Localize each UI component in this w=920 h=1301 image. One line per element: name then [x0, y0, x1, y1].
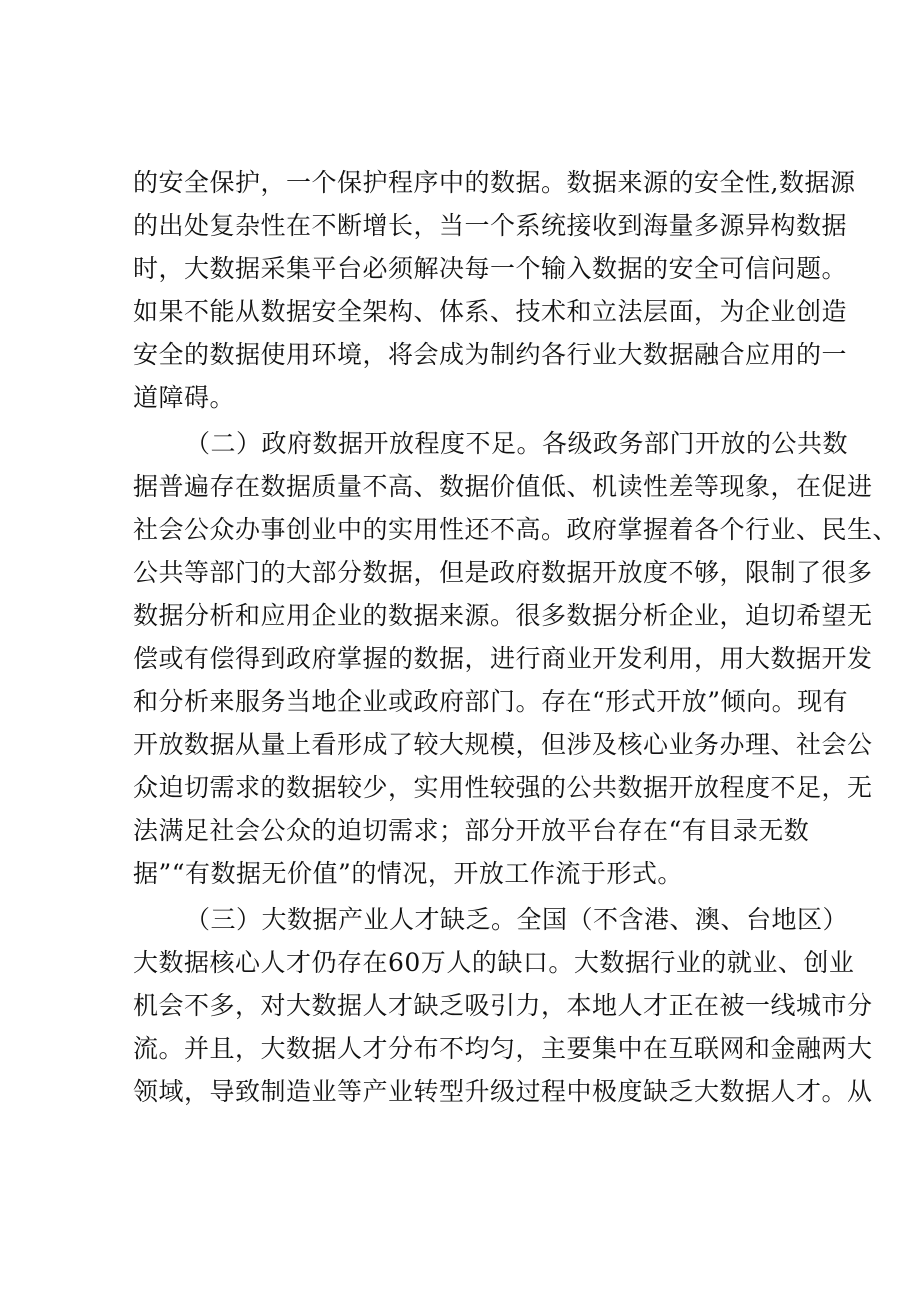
paragraph-1-line-5: 安全的数据使用环境，将会成为制约各行业大数据融合应用的一	[133, 340, 848, 369]
paragraph-3-line-1: （三）大数据产业人才缺乏。全国（不含港、澳、台地区）	[185, 905, 849, 934]
paragraph-1-line-1: 的安全保护，一个保护程序中的数据。数据来源的安全性,数据源	[133, 168, 856, 197]
paragraph-2-line-1: （二）政府数据开放程度不足。各级政务部门开放的公共数	[185, 429, 849, 458]
paragraph-3-line-3: 机会不多，对大数据人才缺乏吸引力，本地人才正在被一线城市分	[133, 991, 873, 1020]
paragraph-2-line-5: 数据分析和应用企业的数据来源。很多数据分析企业，迫切希望无	[133, 601, 873, 630]
paragraph-1-line-4: 如果不能从数据安全架构、体系、技术和立法层面，为企业创造	[133, 297, 848, 326]
paragraph-1-line-2: 的出处复杂性在不断增长，当一个系统接收到海量多源异构数据	[133, 211, 848, 240]
paragraph-2-line-8: 开放数据从量上看形成了较大规模，但涉及核心业务办理、社会公	[133, 730, 873, 759]
paragraph-3-line-2: 大数据核心人才仍存在60万人的缺口。大数据行业的就业、创业	[133, 948, 855, 977]
paragraph-3-line-5: 领域，导致制造业等产业转型升级过程中极度缺乏大数据人才。从	[133, 1077, 873, 1106]
paragraph-2-line-10: 法满足社会公众的迫切需求；部分开放平台存在“有目录无数	[133, 816, 810, 845]
paragraph-2-line-6: 偿或有偿得到政府掌握的数据，进行商业开发利用，用大数据开发	[133, 644, 873, 673]
paragraph-3-line-4: 流。并且，大数据人才分布不均匀，主要集中在互联网和金融两大	[133, 1034, 873, 1063]
paragraph-2-line-9: 众迫切需求的数据较少，实用性较强的公共数据开放程度不足，无	[133, 773, 873, 802]
paragraph-2-line-2: 据普遍存在数据质量不高、数据价值低、机读性差等现象，在促进	[133, 472, 873, 501]
paragraph-2-line-4: 公共等部门的大部分数据，但是政府数据开放度不够，限制了很多	[133, 558, 873, 587]
paragraph-2-line-7: 和分析来服务当地企业或政府部门。存在“形式开放”倾向。现有	[133, 687, 849, 716]
paragraph-1-line-6: 道障碍。	[133, 383, 236, 412]
paragraph-2-line-11: 据”“有数据无价值”的情况，开放工作流于形式。	[133, 859, 683, 888]
paragraph-1-line-3: 时，大数据采集平台必须解决每一个输入数据的安全可信问题。	[133, 254, 848, 283]
paragraph-2-line-3: 社会公众办事创业中的实用性还不高。政府掌握着各个行业、民生、	[133, 515, 899, 544]
